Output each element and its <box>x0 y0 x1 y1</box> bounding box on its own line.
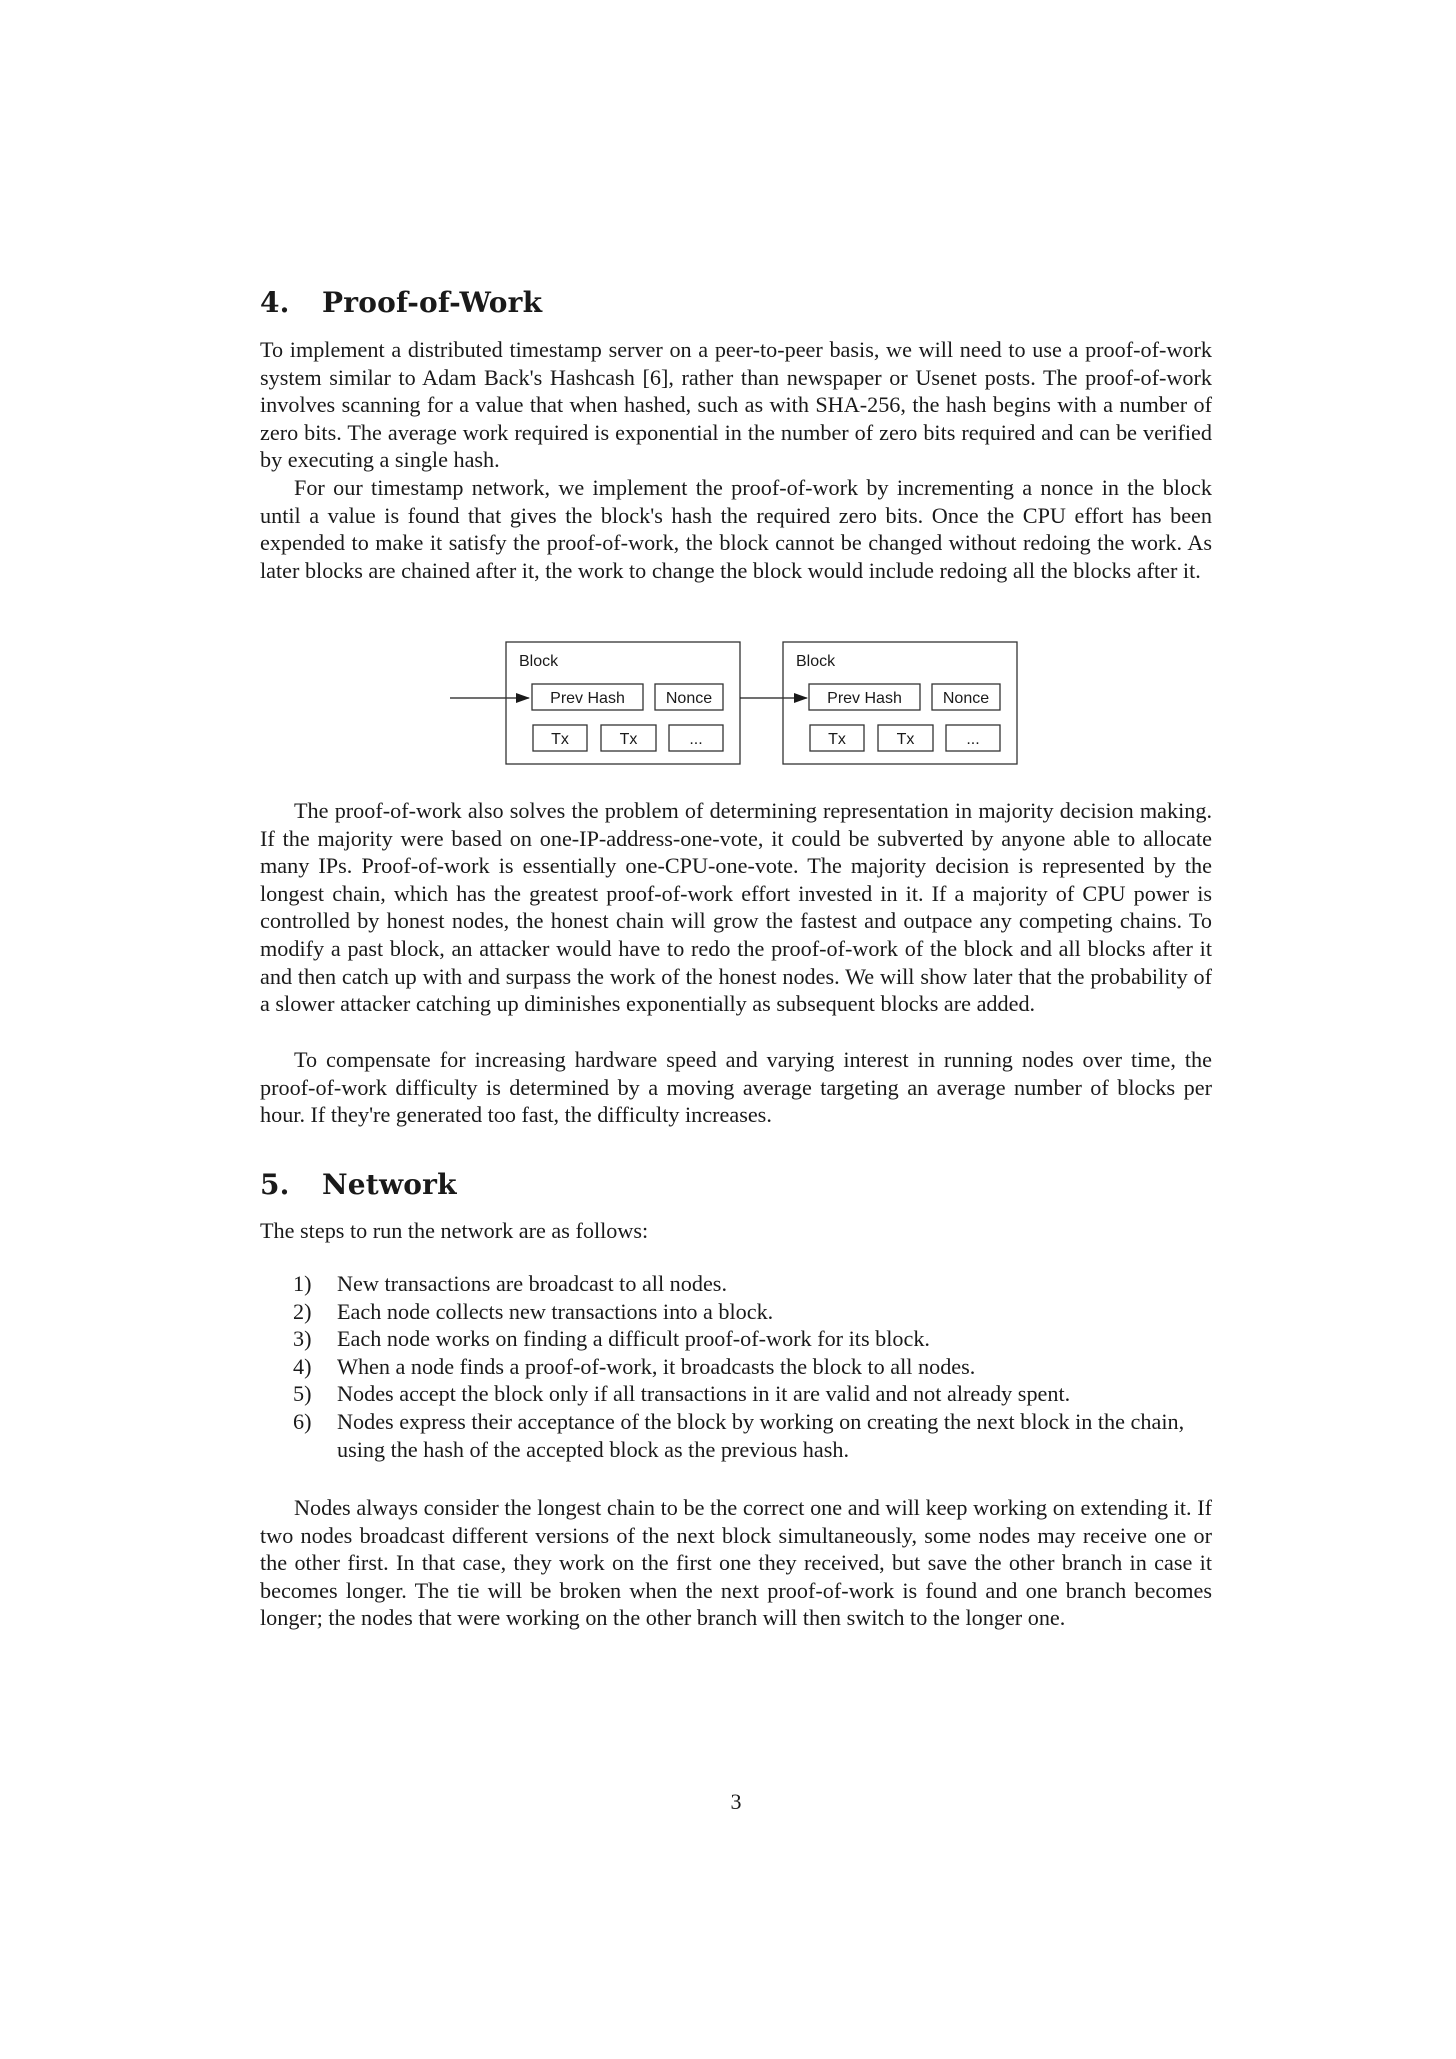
section-4-title: Proof-of-Work <box>322 286 543 319</box>
list-item <box>293 1298 1212 1326</box>
page-number: 3 <box>730 1789 742 1814</box>
list-marker: 3) <box>293 1326 312 1352</box>
block-2-tx-1: Tx <box>828 731 846 748</box>
block-1-tx-1: Tx <box>551 731 569 748</box>
block-2-nonce: Nonce <box>942 690 990 707</box>
list-item <box>293 1270 1212 1298</box>
network-steps-list <box>293 1270 1212 1463</box>
block-2-label: Block <box>796 653 836 670</box>
section-4-number: 4. <box>260 286 290 319</box>
list-marker: 6) <box>293 1408 312 1434</box>
section-4-paragraph-3: The proof-of-work also solves the problem of determining representation in majority decision making. If the majority were based on one-IP-address-one-vote, it could be subverted by anyone able to allocate many IPs. Proof-of-work is essentially one-CPU-one-vote. The majority decision is represented by the longest chain, which has the greatest proof-of-work effort invested in it. If a majority of CPU power is controlled by honest nodes, the honest chain will grow the fastest and outpace any competing chains. To modify a past block, an attacker would have to redo the proof-of-work of the block and all blocks after it and then catch up with and surpass the work of the honest nodes. We will show later that the probability of a slower attacker catching up diminishes exponentially as subsequent blocks are added. <box>260 798 1212 1017</box>
section-4-paragraph-4: To compensate for increasing hardware speed and varying interest in running nodes over time, the proof-of-work difficulty is determined by a moving average targeting an average number of blocks per hour. If they're generated too fast, the difficulty increases. <box>260 1047 1212 1128</box>
list-item <box>293 1380 1212 1408</box>
list-item-text: Each node works on finding a difficult proof-of-work for its block. <box>337 1326 930 1352</box>
block-2-more: ... <box>966 731 980 748</box>
list-marker: 5) <box>293 1381 312 1407</box>
block-1-tx-2: Tx <box>619 731 638 748</box>
list-item <box>293 1353 1212 1381</box>
section-4-paragraph-2: For our timestamp network, we implement the proof-of-work by incrementing a nonce in the block until a value is found that gives the block's hash the required zero bits. Once the CPU effort has been expended to make it satisfy the proof-of-work, the block cannot be changed without redoing the work. As later blocks are chained after it, the work to change the block would include redoing all the blocks after it. <box>260 475 1212 583</box>
list-item-text: New transactions are broadcast to all nodes. <box>337 1271 727 1296</box>
list-marker: 2) <box>293 1298 312 1324</box>
list-item-text: Nodes accept the block only if all transactions in it are valid and not already spent. <box>337 1381 1071 1407</box>
block-1-prev-hash: Prev Hash <box>550 690 625 707</box>
block-1 <box>506 642 740 764</box>
section-4-heading <box>260 286 542 319</box>
list-item-text: Nodes express their acceptance of the block by working on creating the next block in the chain, using the hash of the accepted block as the previous hash. <box>337 1408 1185 1462</box>
section-5-number: 5. <box>260 1168 290 1201</box>
section-5-closing-paragraph: Nodes always consider the longest chain to be the correct one and will keep working on extending it. If two nodes broadcast different versions of the next block simultaneously, some nodes may receive one or the other first. In that case, they work on the first one they received, but save the other branch in case it becomes longer. The tie will be broken when the next proof-of-work is found and one branch becomes longer; the nodes that were working on the other branch will then switch to the longer one. <box>260 1495 1212 1631</box>
block-2-prev-hash: Prev Hash <box>827 690 902 707</box>
section-5-title: Network <box>322 1168 457 1201</box>
block-1-nonce: Nonce <box>665 690 713 707</box>
list-item <box>293 1325 1212 1353</box>
list-marker: 4) <box>293 1353 312 1379</box>
block-1-label: Block <box>519 653 559 670</box>
list-item <box>293 1408 1212 1463</box>
list-marker: 1) <box>293 1271 312 1296</box>
block-2 <box>783 642 1017 764</box>
section-5-heading <box>260 1168 457 1201</box>
section-5-intro: The steps to run the network are as follows: <box>260 1218 649 1243</box>
block-2-tx-2: Tx <box>896 731 915 748</box>
list-item-text: Each node collects new transactions into a block. <box>337 1298 774 1324</box>
block-chain-diagram <box>450 641 1022 767</box>
list-item-text: When a node finds a proof-of-work, it broadcasts the block to all nodes. <box>337 1353 976 1379</box>
section-4-paragraph-1: To implement a distributed timestamp server on a peer-to-peer basis, we will need to use a proof-of-work system similar to Adam Back's Hashcash [6], rather than newspaper or Usenet posts. The proof-of-work involves scanning for a value that when hashed, such as with SHA-256, the hash begins with a number of zero bits. The average work required is exponential in the number of zero bits required and can be verified by executing a single hash. <box>260 337 1212 473</box>
block-1-more: ... <box>689 731 703 748</box>
